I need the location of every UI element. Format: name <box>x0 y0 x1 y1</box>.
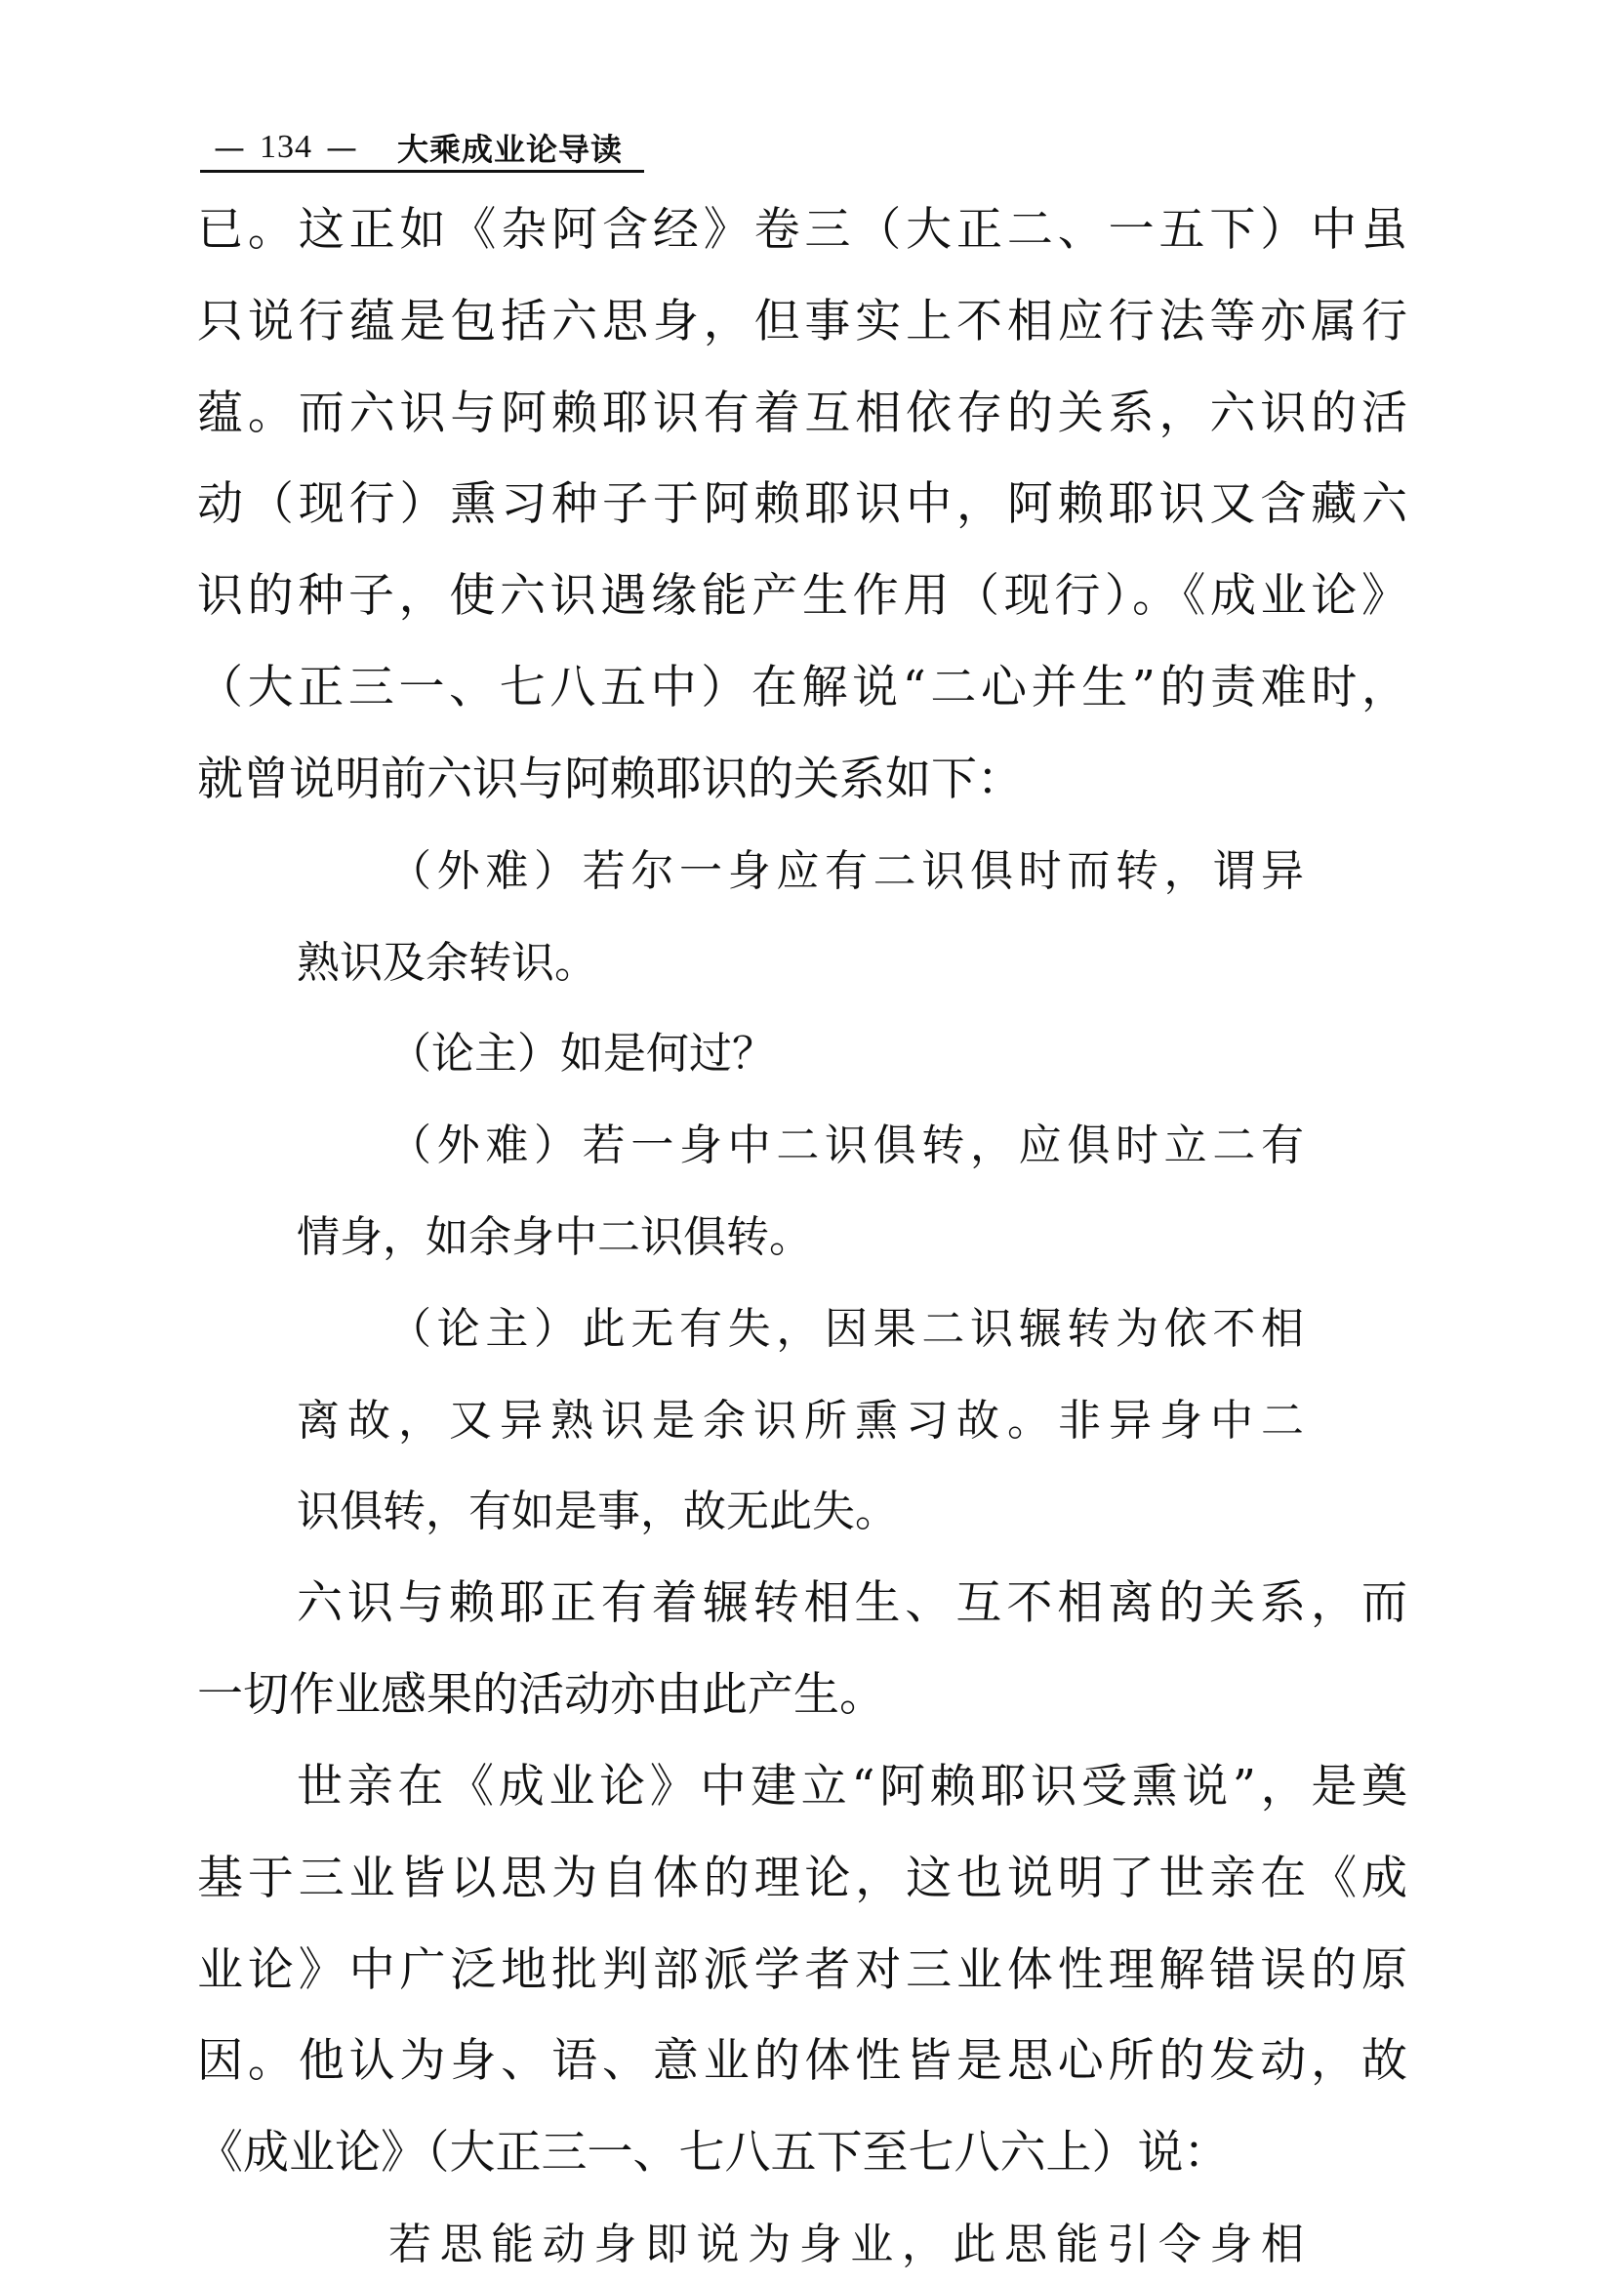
body-line-1: 已。这正如《杂阿含经》卷三（大正二、一五下）中虽 <box>197 203 1407 257</box>
body-line-14: 《成业论》（大正三一、七八五下至七八六上）说： <box>197 2126 1230 2180</box>
running-header <box>200 125 644 173</box>
quote-line-1: （外难）若尔一身应有二识俱时而转，谓异 <box>388 846 1304 896</box>
quote-line-8: 识俱转，有如是事，故无此失。 <box>297 1487 898 1536</box>
quote-line-9: 若思能动身即说为身业，此思能引令身相 <box>388 2220 1304 2269</box>
body-line-13: 因。他认为身、语、意业的体性皆是思心所的发动，故 <box>197 2034 1407 2088</box>
quote-line-4: （外难）若一身中二识俱转，应俱时立二有 <box>388 1121 1304 1170</box>
body-line-2: 只说行蕴是包括六思身，但事实上不相应行法等亦属行 <box>197 295 1407 348</box>
body-line-11: 基于三业皆以思为自体的理论，这也说明了世亲在《成 <box>197 1852 1407 1905</box>
header-dash-right: — <box>326 129 358 166</box>
page-number: 134 <box>260 129 312 165</box>
quote-line-5: 情身，如余身中二识俱转。 <box>297 1212 812 1262</box>
quote-line-7: 离故，又异熟识是余识所熏习故。非异身中二 <box>297 1396 1304 1446</box>
body-line-8: 六识与赖耶正有着辗转相生、互不相离的关系，而 <box>297 1576 1407 1630</box>
quote-line-2: 熟识及余转识。 <box>297 938 597 988</box>
body-line-9: 一切作业感果的活动亦由此产生。 <box>197 1668 885 1722</box>
body-line-7: 就曾说明前六识与阿赖耶识的关系如下： <box>197 753 1023 806</box>
quote-line-3: （论主）如是何过？ <box>388 1029 775 1079</box>
body-line-5: 识的种子，使六识遇缘能产生作用（现行）。《成业论》 <box>197 569 1407 623</box>
body-line-6: （大正三一、七八五中）在解说“二心并生”的责难时， <box>197 661 1407 714</box>
body-line-12: 业论》中广泛地批判部派学者对三业体性理解错误的原 <box>197 1943 1407 1997</box>
quote-line-6: （论主）此无有失，因果二识辗转为依不相 <box>388 1304 1304 1354</box>
header-dash-left: — <box>214 129 246 166</box>
body-line-4: 动（现行）熏习种子于阿赖耶识中，阿赖耶识又含藏六 <box>197 477 1407 531</box>
body-line-3: 蕴。而六识与阿赖耶识有着互相依存的关系，六识的活 <box>197 387 1407 440</box>
book-title: 大乘成业论导读 <box>397 131 624 168</box>
body-line-10: 世亲在《成业论》中建立“阿赖耶识受熏说”，是奠 <box>297 1760 1407 1814</box>
